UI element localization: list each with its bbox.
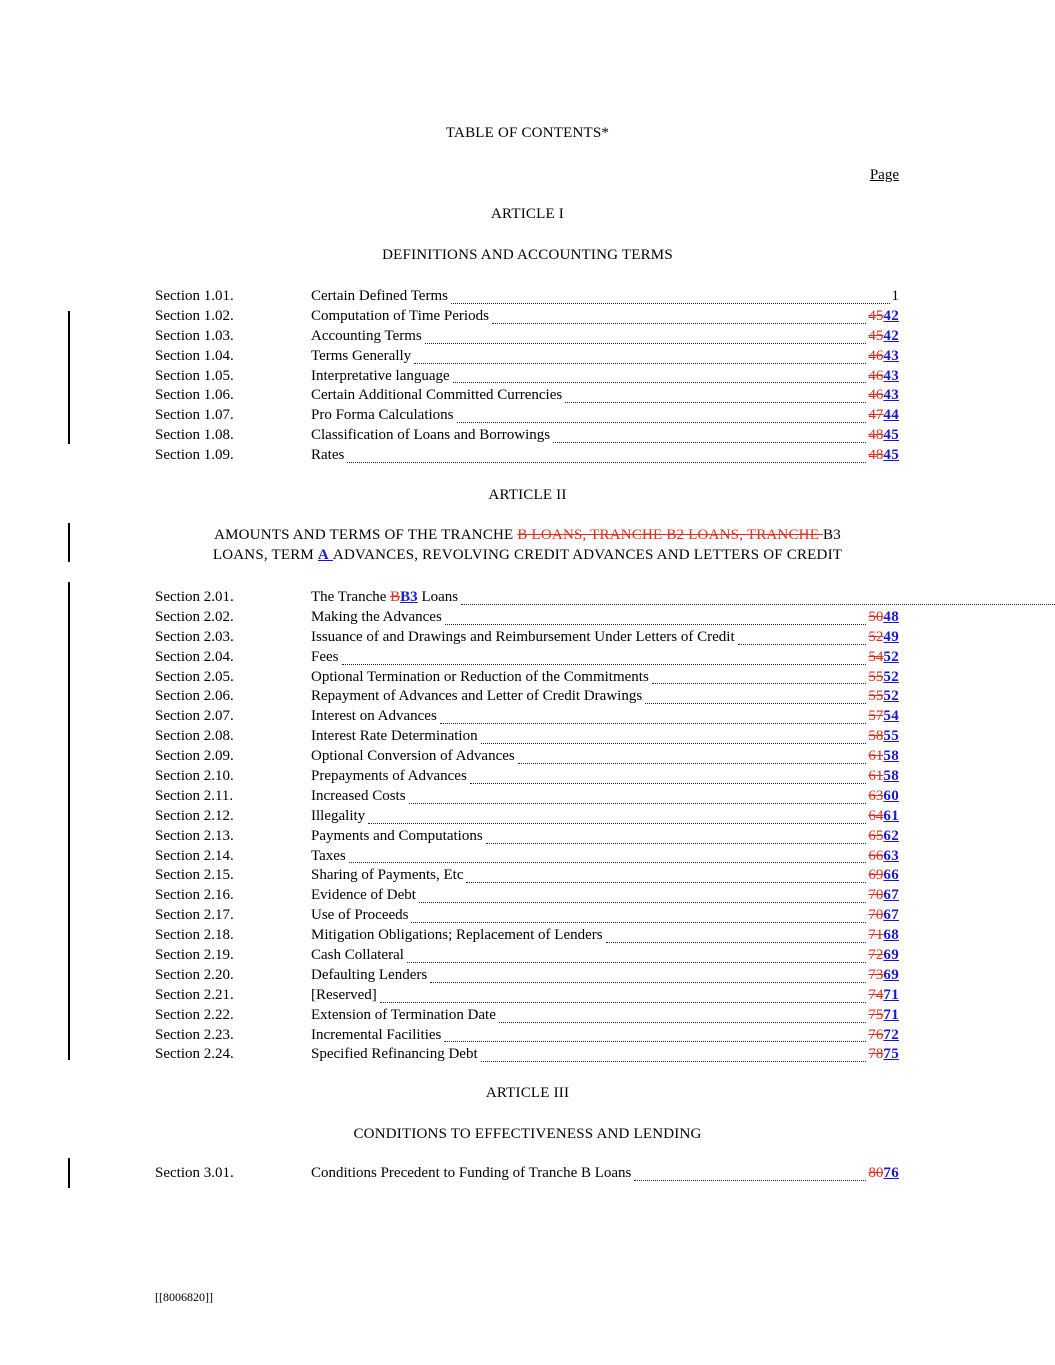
text-run: Optional Termination or Reduction of the Commitments xyxy=(311,668,649,685)
text-run: LOANS, TERM xyxy=(212,547,318,563)
toc-entry xyxy=(155,748,899,768)
section-title xyxy=(311,708,437,725)
text-run: Classification of Loans and Borrowings xyxy=(311,427,551,444)
text-run: Certain Additional Committed Currencies xyxy=(311,387,563,404)
article-2-subheading-line-2 xyxy=(0,547,1055,564)
page-number xyxy=(868,348,899,365)
dot-leader xyxy=(411,922,866,923)
section-number: Section 3.01. xyxy=(155,1165,234,1181)
inserted-text: 71 xyxy=(883,1006,899,1023)
section-title xyxy=(311,589,458,606)
deleted-text: 45 xyxy=(868,327,884,344)
text-run: Defaulting Lenders xyxy=(311,966,428,983)
section-title xyxy=(311,887,416,904)
section-number: Section 2.06. xyxy=(155,688,234,705)
text-run: Computation of Time Periods xyxy=(311,307,489,324)
dot-leader xyxy=(457,422,867,423)
toc-entry xyxy=(155,447,899,467)
page-number xyxy=(868,768,899,785)
dot-leader xyxy=(499,1022,867,1023)
toc-entry xyxy=(155,368,899,388)
toc-entry xyxy=(155,728,899,748)
inserted-text: 52 xyxy=(883,668,899,685)
article-1-subheading xyxy=(0,247,1055,264)
page-number xyxy=(868,927,899,944)
inserted-text: 58 xyxy=(883,768,899,785)
text-run: ADVANCES, REVOLVING CREDIT ADVANCES AND LETTERS OF CREDIT xyxy=(332,547,843,563)
text-run: The Tranche xyxy=(311,589,391,605)
page-number xyxy=(868,967,899,984)
section-number: Section 2.19. xyxy=(155,947,234,964)
section-title xyxy=(311,629,735,646)
text-run: Illegality xyxy=(311,807,366,824)
section-title xyxy=(311,828,483,845)
deleted-text: 70 xyxy=(868,887,884,904)
deleted-text: 55 xyxy=(868,688,884,705)
text-run: Increased Costs xyxy=(311,787,406,804)
section-title xyxy=(311,987,377,1004)
deleted-text: 64 xyxy=(868,807,884,824)
text-run: Evidence of Debt xyxy=(311,887,416,904)
toc-entry xyxy=(155,947,899,967)
inserted-text: 71 xyxy=(883,986,899,1003)
text-run: Specified Refinancing Debt xyxy=(311,1046,478,1063)
dot-leader xyxy=(634,1180,866,1181)
deleted-text: 46 xyxy=(868,347,884,364)
text-run: Payments and Computations xyxy=(311,827,483,844)
section-title xyxy=(311,867,463,884)
page-column-label: Page xyxy=(869,167,899,183)
section-title xyxy=(311,407,454,424)
inserted-text: 44 xyxy=(883,407,899,424)
inserted-text: 62 xyxy=(883,827,899,844)
deleted-text: 78 xyxy=(868,1046,884,1063)
text-run: DEFINITIONS AND ACCOUNTING TERMS xyxy=(382,247,673,263)
section-title xyxy=(311,1046,478,1063)
inserted-text: 63 xyxy=(883,847,899,864)
toc-entry xyxy=(155,1046,899,1066)
section-title xyxy=(311,368,450,385)
section-number: Section 2.24. xyxy=(155,1046,234,1063)
text-run: B3 xyxy=(823,527,841,543)
inserted-text: 43 xyxy=(883,387,899,404)
page-number xyxy=(868,308,899,325)
section-number: Section 2.08. xyxy=(155,728,234,745)
toc-entry xyxy=(155,1027,899,1047)
section-title xyxy=(311,808,365,825)
page-number xyxy=(868,748,899,765)
toc-entry xyxy=(155,967,899,987)
dot-leader xyxy=(652,683,867,684)
section-number: Section 1.01. xyxy=(155,288,234,304)
page-number xyxy=(868,828,899,845)
toc-entry xyxy=(155,1007,899,1027)
inserted-text: A xyxy=(317,547,333,563)
page-number xyxy=(868,808,899,825)
dot-leader xyxy=(347,462,866,463)
toc-entry xyxy=(155,788,899,808)
text-run: Extension of Termination Date xyxy=(311,1006,496,1023)
section-number: Section 1.05. xyxy=(155,367,234,384)
section-title xyxy=(311,288,448,305)
article-3-subheading xyxy=(0,1126,1055,1143)
dot-leader xyxy=(445,624,867,625)
deleted-text: 47 xyxy=(868,407,884,424)
dot-leader xyxy=(486,843,867,844)
inserted-text: 45 xyxy=(883,427,899,444)
inserted-text: 52 xyxy=(883,648,899,665)
toc-entry xyxy=(155,907,899,927)
inserted-text: 67 xyxy=(883,907,899,924)
inserted-text: 43 xyxy=(883,367,899,384)
inserted-text: 69 xyxy=(883,966,899,983)
inserted-text: 45 xyxy=(883,447,899,464)
dot-leader xyxy=(738,644,867,645)
dot-leader xyxy=(645,703,866,704)
text-run: Repayment of Advances and Letter of Credit Drawings xyxy=(311,688,643,705)
article-1-heading: ARTICLE I xyxy=(491,206,564,222)
text-run: Accounting Terms xyxy=(311,327,422,344)
section-number: Section 2.11. xyxy=(155,787,234,804)
inserted-text: 76 xyxy=(883,1165,899,1181)
dot-leader xyxy=(430,982,866,983)
dot-leader xyxy=(444,1041,866,1042)
section-number: Section 1.04. xyxy=(155,347,234,364)
page-number xyxy=(868,848,899,865)
deleted-text: 74 xyxy=(868,986,884,1003)
page-number xyxy=(868,708,899,725)
section-number: Section 2.03. xyxy=(155,628,234,645)
page-number xyxy=(868,688,899,705)
deleted-text: 75 xyxy=(868,1006,884,1023)
page-number xyxy=(868,947,899,964)
inserted-text: 72 xyxy=(883,1026,899,1043)
dot-leader xyxy=(414,363,866,364)
page-number xyxy=(868,629,899,646)
section-number: Section 2.21. xyxy=(155,986,234,1003)
text-run: Conditions Precedent to Funding of Tranche B Loans xyxy=(311,1165,632,1181)
toc-entry xyxy=(155,828,899,848)
section-title xyxy=(311,788,406,805)
deleted-text: 70 xyxy=(868,907,884,924)
section-title xyxy=(311,947,404,964)
inserted-text: 42 xyxy=(883,307,899,324)
page-number xyxy=(868,788,899,805)
article-1-toc-rows xyxy=(155,288,899,467)
section-number: Section 2.18. xyxy=(155,927,234,944)
page-number xyxy=(868,987,899,1004)
text-run: Mitigation Obligations; Replacement of Lenders xyxy=(311,927,603,944)
text-run: Fees xyxy=(311,648,339,665)
deleted-text: 80 xyxy=(868,1165,884,1181)
page-number xyxy=(868,368,899,385)
page-number xyxy=(868,609,899,626)
toc-entry xyxy=(155,348,899,368)
section-title xyxy=(311,308,489,325)
deleted-text: 54 xyxy=(868,648,884,665)
dot-leader xyxy=(440,723,867,724)
text-run: Loans xyxy=(417,589,459,605)
toc-entry xyxy=(155,427,899,447)
toc-entry xyxy=(155,708,899,728)
dot-leader xyxy=(492,323,866,324)
toc-entry xyxy=(155,589,1055,609)
deleted-text: 76 xyxy=(868,1026,884,1043)
section-title xyxy=(311,688,642,705)
deleted-text: B xyxy=(390,589,401,605)
section-title xyxy=(311,669,649,686)
deleted-text: 73 xyxy=(868,966,884,983)
dot-leader xyxy=(481,1061,867,1062)
section-title xyxy=(311,848,346,865)
section-title xyxy=(311,649,339,666)
text-run: Issuance of and Drawings and Reimbursement Under Letters of Credit xyxy=(311,628,735,645)
page-number xyxy=(868,447,899,464)
text-run: Pro Forma Calculations xyxy=(311,407,454,424)
section-number: Section 1.02. xyxy=(155,307,234,324)
inserted-text: 52 xyxy=(883,688,899,705)
toc-entry xyxy=(155,649,899,669)
dot-leader xyxy=(451,303,890,304)
dot-leader xyxy=(565,402,866,403)
deleted-text: 58 xyxy=(868,728,884,745)
section-title xyxy=(311,387,562,404)
text-run: CONDITIONS TO EFFECTIVENESS AND LENDING xyxy=(353,1126,702,1142)
page-number xyxy=(868,407,899,424)
text-run: Cash Collateral xyxy=(311,947,404,964)
section-number: Section 1.09. xyxy=(155,447,234,464)
change-bar xyxy=(68,582,70,1060)
document-title: TABLE OF CONTENTS* xyxy=(445,125,610,141)
dot-leader xyxy=(481,743,867,744)
section-number: Section 1.06. xyxy=(155,387,234,404)
section-number: Section 2.14. xyxy=(155,847,234,864)
text-run: Interest on Advances xyxy=(311,708,437,725)
inserted-text: 55 xyxy=(883,728,899,745)
section-title xyxy=(311,427,550,444)
deleted-text: 50 xyxy=(868,608,884,625)
page-number xyxy=(868,669,899,686)
text-run: Sharing of Payments, Etc xyxy=(311,867,464,884)
inserted-text: 75 xyxy=(883,1046,899,1063)
section-number: Section 2.07. xyxy=(155,708,234,725)
text-run: [Reserved] xyxy=(311,986,377,1003)
section-number: Section 2.22. xyxy=(155,1006,234,1023)
deleted-text: 72 xyxy=(868,947,884,964)
toc-entry xyxy=(155,688,899,708)
page-number xyxy=(868,1007,899,1024)
section-title xyxy=(311,967,427,984)
deleted-text: 66 xyxy=(868,847,884,864)
toc-entry xyxy=(155,1165,899,1185)
toc-entry xyxy=(155,288,899,308)
dot-leader xyxy=(461,604,1055,605)
page-number xyxy=(868,907,899,924)
page-number xyxy=(868,328,899,345)
toc-entry xyxy=(155,927,899,947)
section-number: Section 2.17. xyxy=(155,907,234,924)
toc-entry xyxy=(155,308,899,328)
section-title xyxy=(311,348,411,365)
page-number xyxy=(868,1027,899,1044)
text-run: Interpretative language xyxy=(311,367,450,384)
text-run: AMOUNTS AND TERMS OF THE TRANCHE xyxy=(214,527,518,543)
inserted-text: 60 xyxy=(883,787,899,804)
section-title xyxy=(311,447,344,464)
toc-entry xyxy=(155,387,899,407)
section-title xyxy=(311,1007,496,1024)
change-bar xyxy=(68,1158,70,1188)
dot-leader xyxy=(518,763,867,764)
dot-leader xyxy=(553,442,866,443)
section-title xyxy=(311,927,603,944)
text-run: Rates xyxy=(311,447,345,464)
section-number: Section 2.16. xyxy=(155,887,234,904)
section-number: Section 2.13. xyxy=(155,827,234,844)
deleted-text: 63 xyxy=(868,787,884,804)
section-number: Section 2.10. xyxy=(155,768,234,785)
text-run: Prepayments of Advances xyxy=(311,768,467,785)
section-number: Section 2.04. xyxy=(155,648,234,665)
deleted-text: 69 xyxy=(868,867,884,884)
text-run: Terms Generally xyxy=(311,347,412,364)
dot-leader xyxy=(466,882,866,883)
deleted-text: 61 xyxy=(868,768,884,785)
section-number: Section 1.08. xyxy=(155,427,234,444)
section-title xyxy=(311,1165,631,1182)
section-title xyxy=(311,1027,441,1044)
text-run: Use of Proceeds xyxy=(311,907,409,924)
dot-leader xyxy=(470,783,867,784)
section-title xyxy=(311,907,408,924)
section-title xyxy=(311,768,467,785)
page-number xyxy=(868,387,899,404)
inserted-text: 43 xyxy=(883,347,899,364)
deleted-text: 65 xyxy=(868,827,884,844)
dot-leader xyxy=(419,902,866,903)
change-bar xyxy=(68,311,70,444)
dot-leader xyxy=(606,942,867,943)
inserted-text: 48 xyxy=(883,608,899,625)
deleted-text: 71 xyxy=(868,927,884,944)
section-number: Section 2.02. xyxy=(155,608,234,625)
dot-leader xyxy=(342,664,867,665)
text-run: Taxes xyxy=(311,847,346,864)
text-run: Optional Conversion of Advances xyxy=(311,748,515,765)
deleted-text: 48 xyxy=(868,447,884,464)
page-number xyxy=(892,288,900,305)
inserted-text: 42 xyxy=(883,327,899,344)
text-run: Making the Advances xyxy=(311,608,442,625)
inserted-text: 49 xyxy=(883,628,899,645)
section-number: Section 2.01. xyxy=(155,589,234,605)
section-number: Section 2.12. xyxy=(155,807,234,824)
section-number: Section 1.07. xyxy=(155,407,234,424)
article-3-toc-rows xyxy=(155,1165,899,1185)
section-title xyxy=(311,748,515,765)
inserted-text: 61 xyxy=(883,807,899,824)
page-number xyxy=(868,1046,899,1063)
inserted-text: 54 xyxy=(883,708,899,725)
dot-leader xyxy=(407,962,866,963)
toc-entry xyxy=(155,768,899,788)
section-title xyxy=(311,328,422,345)
article-2-heading: ARTICLE II xyxy=(488,487,567,503)
deleted-text: 57 xyxy=(868,708,884,725)
section-title xyxy=(311,609,442,626)
section-number: Section 2.15. xyxy=(155,867,234,884)
dot-leader xyxy=(349,862,867,863)
dot-leader xyxy=(380,1002,867,1003)
toc-entry xyxy=(155,987,899,1007)
section-number: Section 2.09. xyxy=(155,748,234,765)
toc-entry xyxy=(155,629,899,649)
page-number xyxy=(868,1165,899,1182)
inserted-text: 69 xyxy=(883,947,899,964)
page-number xyxy=(868,728,899,745)
section-number: Section 2.23. xyxy=(155,1026,234,1043)
inserted-text: 68 xyxy=(883,927,899,944)
toc-entry xyxy=(155,808,899,828)
inserted-text: 58 xyxy=(883,748,899,765)
document-control-number: [[8006820]] xyxy=(155,1290,213,1304)
text-run: Certain Defined Terms xyxy=(311,288,448,304)
section-title xyxy=(311,728,478,745)
article-2-subheading-line-1 xyxy=(0,527,1055,544)
deleted-text: B LOANS, TRANCHE B2 LOANS, TRANCHE xyxy=(517,527,824,543)
inserted-text: 66 xyxy=(883,867,899,884)
dot-leader xyxy=(409,803,867,804)
toc-entry xyxy=(155,887,899,907)
deleted-text: 52 xyxy=(868,628,884,645)
article-2-toc-rows xyxy=(155,589,899,1066)
article-3-heading: ARTICLE III xyxy=(485,1085,570,1101)
deleted-text: 46 xyxy=(868,387,884,404)
toc-entry xyxy=(155,328,899,348)
deleted-text: 55 xyxy=(868,668,884,685)
page-number xyxy=(868,649,899,666)
text-run: 1 xyxy=(891,288,899,304)
toc-entry xyxy=(155,669,899,689)
deleted-text: 48 xyxy=(868,427,884,444)
deleted-text: 45 xyxy=(868,307,884,324)
deleted-text: 46 xyxy=(868,367,884,384)
text-run: Incremental Facilities xyxy=(311,1026,442,1043)
deleted-text: 61 xyxy=(868,748,884,765)
text-run: Interest Rate Determination xyxy=(311,728,478,745)
dot-leader xyxy=(425,343,867,344)
page-number xyxy=(868,887,899,904)
page-number xyxy=(868,427,899,444)
toc-entry xyxy=(155,609,899,629)
toc-entry xyxy=(155,848,899,868)
section-number: Section 2.20. xyxy=(155,966,234,983)
dot-leader xyxy=(453,382,867,383)
toc-entry xyxy=(155,867,899,887)
inserted-text: B3 xyxy=(400,589,418,605)
section-number: Section 1.03. xyxy=(155,327,234,344)
section-number: Section 2.05. xyxy=(155,668,234,685)
toc-entry xyxy=(155,407,899,427)
inserted-text: 67 xyxy=(883,887,899,904)
page-number xyxy=(868,867,899,884)
dot-leader xyxy=(368,823,866,824)
